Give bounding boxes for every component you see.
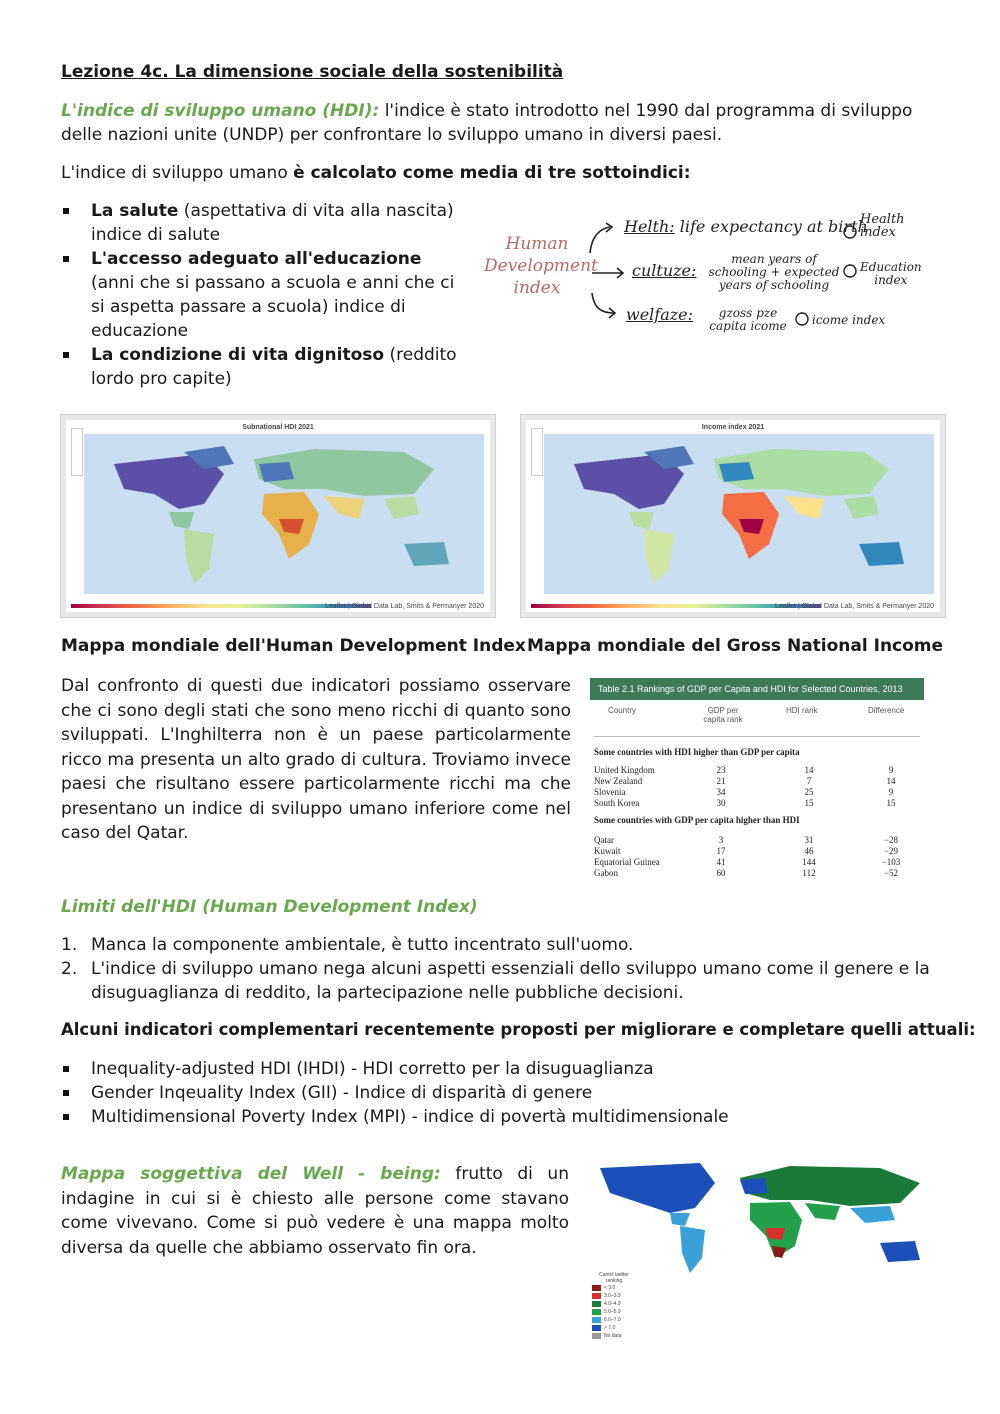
complementary-heading: Alcuni indicatori complementari recentemente proposti per migliorare e completare quelli attuali: xyxy=(61,1020,976,1039)
branch-label: Helth: xyxy=(624,217,675,236)
legend-swatch xyxy=(592,1285,601,1291)
table-cell: 21 xyxy=(716,776,726,786)
legend-item xyxy=(592,1308,636,1316)
map-canvas xyxy=(526,420,940,612)
table-cell: 46 xyxy=(804,846,814,856)
income-map xyxy=(520,414,946,618)
hdi-handwritten-diagram xyxy=(482,205,942,345)
table-cell: Kuwait xyxy=(594,846,621,856)
table-cell: −52 xyxy=(883,868,899,878)
result-line: Education xyxy=(860,260,922,274)
hdi-map xyxy=(60,414,496,618)
table-cell: 60 xyxy=(716,868,726,878)
legend-swatch xyxy=(592,1325,601,1331)
item-text: Manca la componente ambientale, è tutto incentrato sull'uomo. xyxy=(91,935,634,955)
branch-result xyxy=(860,213,905,239)
item-bold: La salute xyxy=(91,201,179,221)
map-title: Income index 2021 xyxy=(701,424,765,431)
complementary-list xyxy=(61,1057,941,1129)
table-cell: 31 xyxy=(804,835,814,845)
branch-welfare-text: gzoss pze capita icome xyxy=(709,306,787,333)
result-line: index xyxy=(874,273,908,287)
branch-health xyxy=(624,217,868,236)
zoom-controls[interactable] xyxy=(531,428,543,476)
legend-swatch xyxy=(592,1333,601,1339)
table-cell: 30 xyxy=(716,798,726,808)
center-line: Human xyxy=(505,234,569,254)
map-title: Subnational HDI 2021 xyxy=(242,424,314,431)
item-text: (aspettativa di vita alla nascita) indice di salute xyxy=(91,201,454,245)
item-bold: La condizione di vita dignitoso xyxy=(91,345,385,365)
item-text: (reddito lordo pro capite) xyxy=(91,345,457,389)
world-map-wellbeing xyxy=(590,1158,930,1278)
calc-bold: è calcolato come media di tre sottoindici: xyxy=(293,163,691,183)
legend-label: 4.0–4.9 xyxy=(604,1301,621,1307)
map-credit: Leaflet | Global Data Lab, Smits & Permanyer 2020 xyxy=(774,603,934,610)
list-item: Gender Inqeuality Index (GII) - Indice di disparità di genere xyxy=(61,1081,941,1105)
table-cell: 23 xyxy=(716,765,726,775)
table-cell: Gabon xyxy=(594,868,618,878)
diagram-center xyxy=(484,233,598,299)
table-cell: 34 xyxy=(716,787,726,797)
wellbeing-paragraph xyxy=(61,1162,569,1260)
world-map-income xyxy=(544,434,934,594)
income-map-caption: Mappa mondiale del Gross National Income xyxy=(527,636,944,656)
world-map-hdi xyxy=(84,434,484,594)
legend-item xyxy=(592,1316,636,1324)
table-cell: Qatar xyxy=(594,835,614,845)
legend-item xyxy=(592,1332,636,1340)
table-header xyxy=(590,700,924,736)
branch-result: icome index xyxy=(812,313,886,327)
item-bold: L'accesso adeguato all'educazione xyxy=(91,249,422,269)
limits-list xyxy=(61,933,941,1005)
list-item: Multidimensional Poverty Index (MPI) - indice di povertà multidimensionale xyxy=(61,1105,941,1129)
table-group-label: Some countries with GDP per capita higher than HDI xyxy=(594,815,800,825)
subindices-list xyxy=(61,199,461,391)
table-cell: Slovenia xyxy=(594,787,626,797)
hdi-intro-paragraph xyxy=(61,99,941,147)
wellbeing-legend xyxy=(592,1272,636,1340)
legend-items xyxy=(592,1284,636,1340)
rankings-table xyxy=(590,678,924,892)
table-cell: 15 xyxy=(886,798,896,808)
table-cell: −103 xyxy=(881,857,901,867)
result-line: Health xyxy=(860,212,905,227)
legend-label: > 7.0 xyxy=(604,1325,616,1331)
branch-result xyxy=(860,261,922,287)
list-item xyxy=(61,957,941,1005)
legend-label: < 3.0 xyxy=(604,1285,616,1291)
legend-label: 6.0–7.0 xyxy=(604,1317,621,1323)
table-cell: 9 xyxy=(888,765,894,775)
col-header: Country xyxy=(608,706,637,715)
legend-item xyxy=(592,1292,636,1300)
comparison-paragraph: Dal confronto di questi due indicatori possiamo osservare che ci sono degli stati che sono meno ricchi di quanto sono sviluppati. L'Inghilterra non è un paese particolarmente ricco ma presenta un alto grado di cultura. Troviamo invece paesi che risultano essere particolarmente ricchi ma che presentano un indice di sviluppo umano inferiore come nel caso del Qatar. xyxy=(61,676,571,843)
branch-culture-text: mean years of schooling + expected years of schooling xyxy=(708,252,840,292)
branch-welfare-label: welfaze: xyxy=(626,305,694,324)
table-cell: 3 xyxy=(718,835,724,845)
table-group-label: Some countries with HDI higher than GDP per capita xyxy=(594,747,800,757)
branch-culture-label: cultuze: xyxy=(632,261,697,280)
table-row xyxy=(590,846,924,857)
page-title: Lezione 4c. La dimensione sociale della sostenibilità xyxy=(61,62,564,82)
table-cell: 41 xyxy=(716,857,726,867)
table-row xyxy=(590,857,924,868)
hdi-term: L'indice di sviluppo umano (HDI): xyxy=(61,101,380,121)
legend-label: 5.0–5.9 xyxy=(604,1309,621,1315)
list-item xyxy=(61,199,461,247)
legend-label: 3.0–3.9 xyxy=(604,1293,621,1299)
item-number: 1. xyxy=(61,935,78,955)
item-number: 2. xyxy=(61,959,78,979)
table-row xyxy=(590,835,924,846)
table-cell: New Zealand xyxy=(594,776,643,786)
table-cell: 7 xyxy=(806,776,812,786)
list-item: Inequality-adjusted HDI (IHDI) - HDI corretto per la disuguaglianza xyxy=(61,1057,941,1081)
table-cell: 17 xyxy=(716,846,726,856)
col-header: GDP per capita rank xyxy=(703,706,743,724)
table-cell: 144 xyxy=(802,857,816,867)
list-item xyxy=(61,933,941,957)
table-cell: United Kingdom xyxy=(594,765,655,775)
legend-swatch xyxy=(592,1293,601,1299)
col-header: HDI rank xyxy=(786,706,818,715)
item-text: L'indice di sviluppo umano nega alcuni aspetti essenziali dello sviluppo umano come il genere e la disuguaglianza di reddito, la partecipazione nelle pubbliche decisioni. xyxy=(91,959,930,1003)
table-row xyxy=(590,787,924,798)
table-cell: South Korea xyxy=(594,798,640,808)
table-row xyxy=(590,776,924,787)
table-title: Table 2.1 Rankings of GDP per Capita and HDI for Selected Countries, 2013 xyxy=(590,678,924,700)
table-row xyxy=(590,868,924,879)
hdi-map-caption: Mappa mondiale dell'Human Development Index xyxy=(61,636,526,656)
wellbeing-map xyxy=(590,1158,930,1354)
map-credit: Leaflet | Global Data Lab, Smits & Permanyer 2020 xyxy=(324,603,484,610)
wellbeing-text: frutto di un indagine in cui si è chiesto alle persone come stavano come vivevano. Come si può vedere è una mappa molto diversa da quelle che abbiamo osservato fin ora. xyxy=(61,1164,569,1258)
col-header: Difference xyxy=(868,706,905,715)
calc-prefix: L'indice di sviluppo umano xyxy=(61,163,294,183)
table-cell: 112 xyxy=(802,868,816,878)
legend-item xyxy=(592,1324,636,1332)
result-line: index xyxy=(860,225,896,240)
table-cell: 14 xyxy=(886,776,896,786)
table-cell: 25 xyxy=(804,787,814,797)
branch-text: life expectancy at birth xyxy=(679,217,868,236)
zoom-controls[interactable] xyxy=(71,428,83,476)
wellbeing-term: Mappa soggettiva del Well - being: xyxy=(61,1164,441,1184)
legend-swatch xyxy=(592,1317,601,1323)
table-row xyxy=(590,765,924,776)
legend-item xyxy=(592,1284,636,1292)
table-body xyxy=(590,765,924,809)
legend-swatch xyxy=(592,1301,601,1307)
legend-title: Cantril ladder ranking xyxy=(599,1272,629,1284)
hdi-intro-text: l'indice è stato introdotto nel 1990 dal programma di sviluppo delle nazioni unite (UNDP) per confrontare lo sviluppo umano in diversi paesi. xyxy=(61,101,913,145)
table-cell: 9 xyxy=(888,787,894,797)
item-text: (anni che si passano a scuola e anni che ci si aspetta passare a scuola) indice di educazione xyxy=(91,273,455,341)
calc-paragraph xyxy=(61,161,941,185)
table-cell: 14 xyxy=(804,765,814,775)
list-item xyxy=(61,247,461,343)
center-line: index xyxy=(513,278,561,298)
legend-label: No data xyxy=(604,1333,622,1339)
table-cell: Equatorial Guinea xyxy=(594,857,660,867)
list-item xyxy=(61,343,461,391)
table-cell: −28 xyxy=(883,835,899,845)
center-line: Development xyxy=(484,256,598,276)
table-row xyxy=(590,798,924,809)
table-cell: 15 xyxy=(804,798,814,808)
map-canvas xyxy=(66,420,490,612)
table-body xyxy=(590,835,924,879)
table-cell: −29 xyxy=(883,846,899,856)
limits-heading: Limiti dell'HDI (Human Development Index) xyxy=(61,897,478,917)
legend-swatch xyxy=(592,1309,601,1315)
legend-item xyxy=(592,1300,636,1308)
